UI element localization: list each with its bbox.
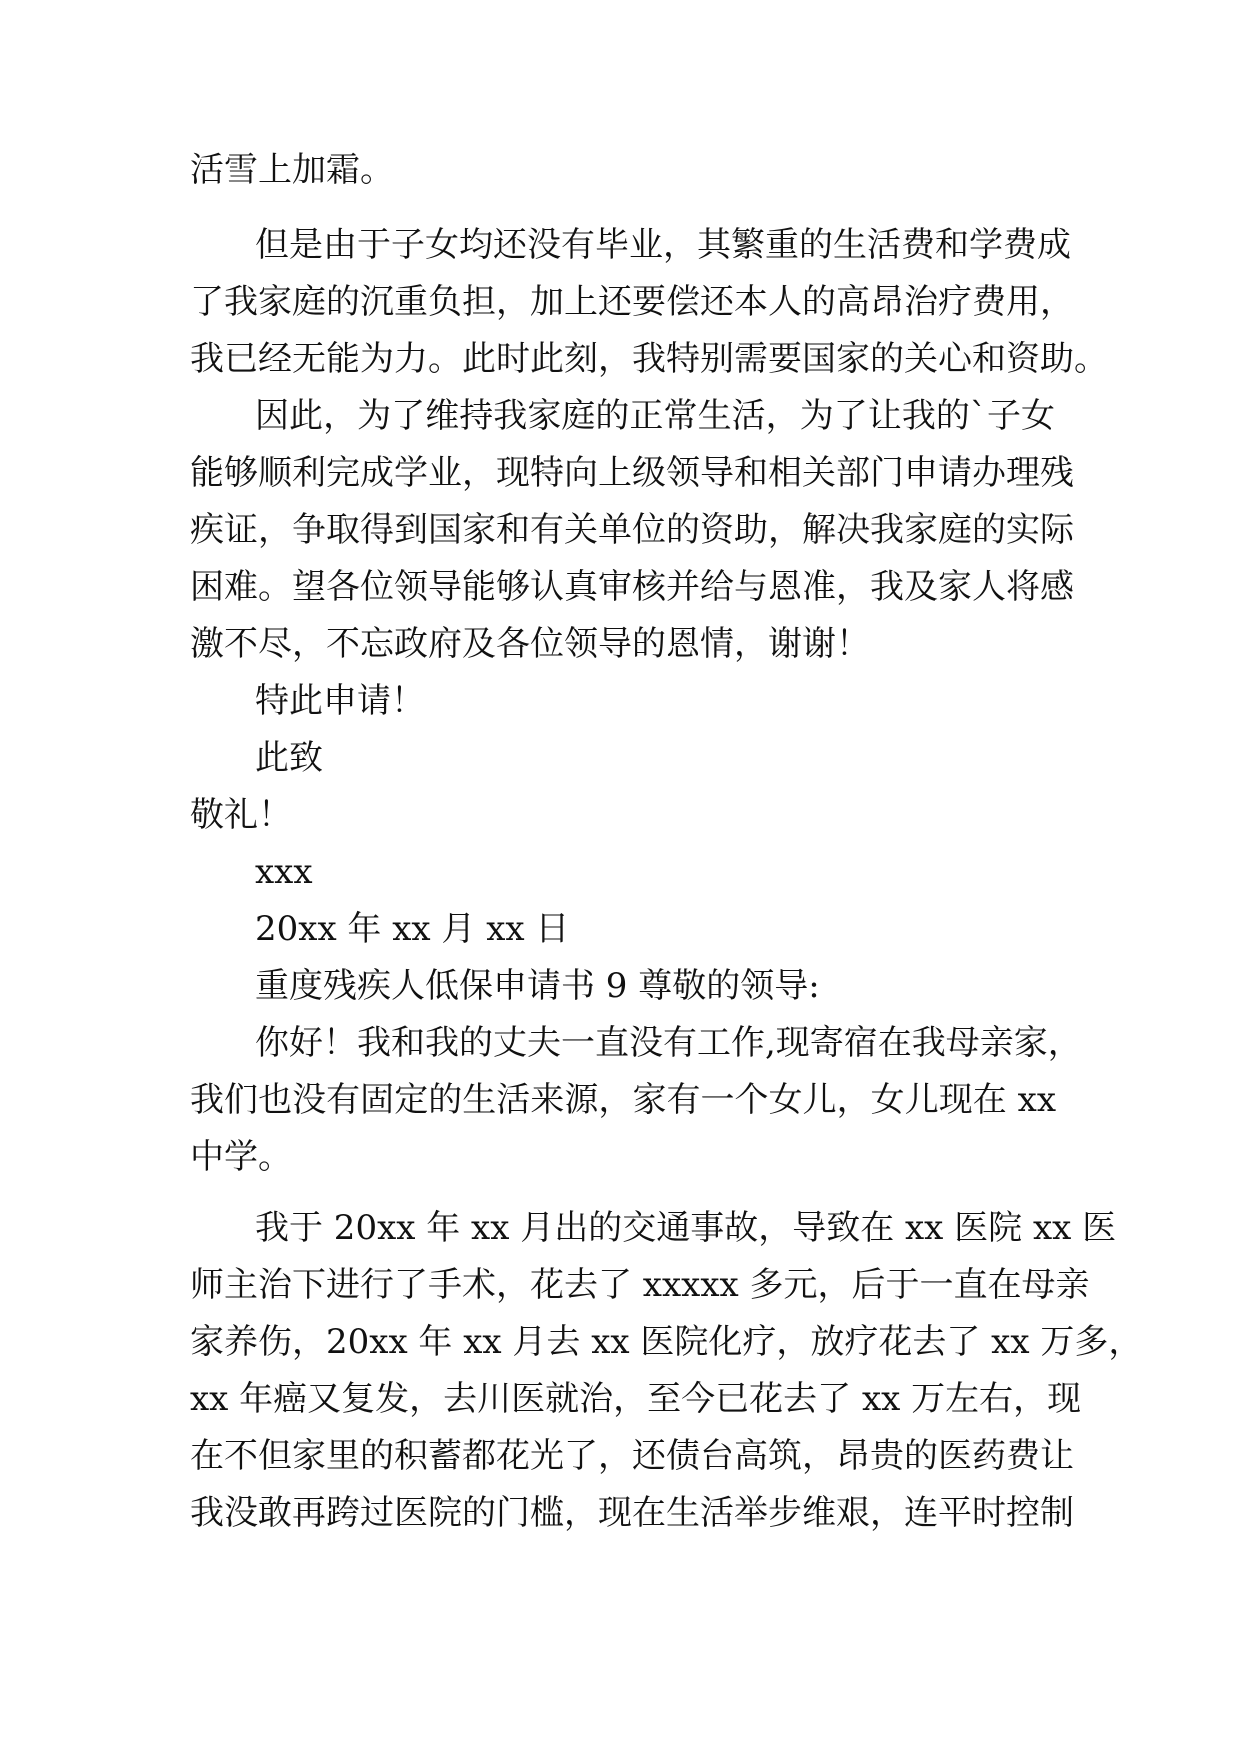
text-line: 我们也没有固定的生活来源，家有一个女儿，女儿现在 xx (190, 1080, 1056, 1120)
text-line: 我已经无能为力。此时此刻，我特别需要国家的关心和资助。 (190, 339, 1108, 379)
text-line: 激不尽，不忘政府及各位领导的恩情，谢谢！ (190, 624, 870, 664)
text-line: 我没敢再跨过医院的门槛，现在生活举步维艰，连平时控制 (190, 1493, 1074, 1533)
text-line: 了我家庭的沉重负担，加上还要偿还本人的高昂治疗费用， (190, 282, 1074, 322)
text-line: 疾证，争取得到国家和有关单位的资助，解决我家庭的实际 (190, 510, 1074, 550)
text-line: xxx (255, 852, 313, 892)
text-line: 此致 (255, 738, 323, 778)
text-line: 家养伤，20xx 年 xx 月去 xx 医院化疗，放疗花去了 xx 万多， (190, 1322, 1143, 1362)
text-line: 我于 20xx 年 xx 月出的交通事故，导致在 xx 医院 xx 医 (255, 1208, 1117, 1248)
text-line: 在不但家里的积蓄都花光了，还债台高筑，昂贵的医药费让 (190, 1436, 1074, 1476)
text-line: 重度残疾人低保申请书 9 尊敬的领导: (255, 966, 820, 1006)
text-line: 敬礼！ (190, 795, 292, 835)
text-line: 但是由于子女均还没有毕业，其繁重的生活费和学费成 (255, 225, 1071, 265)
text-line: 20xx 年 xx 月 xx 日 (255, 909, 570, 949)
text-line: 特此申请！ (255, 681, 425, 721)
text-line: 因此，为了维持我家庭的正常生活，为了让我的`子女 (255, 396, 1055, 436)
text-line: 中学。 (190, 1137, 292, 1177)
text-line: 师主治下进行了手术，花去了 xxxxx 多元，后于一直在母亲 (190, 1265, 1090, 1305)
text-line: 你好！我和我的丈夫一直没有工作,现寄宿在我母亲家， (255, 1023, 1082, 1063)
text-line: 困难。望各位领导能够认真审核并给与恩准，我及家人将感 (190, 567, 1074, 607)
text-line: xx 年癌又复发，去川医就治，至今已花去了 xx 万左右，现 (190, 1379, 1082, 1419)
text-line: 活雪上加霜。 (190, 150, 394, 190)
text-line: 能够顺利完成学业，现特向上级领导和相关部门申请办理残 (190, 453, 1074, 493)
